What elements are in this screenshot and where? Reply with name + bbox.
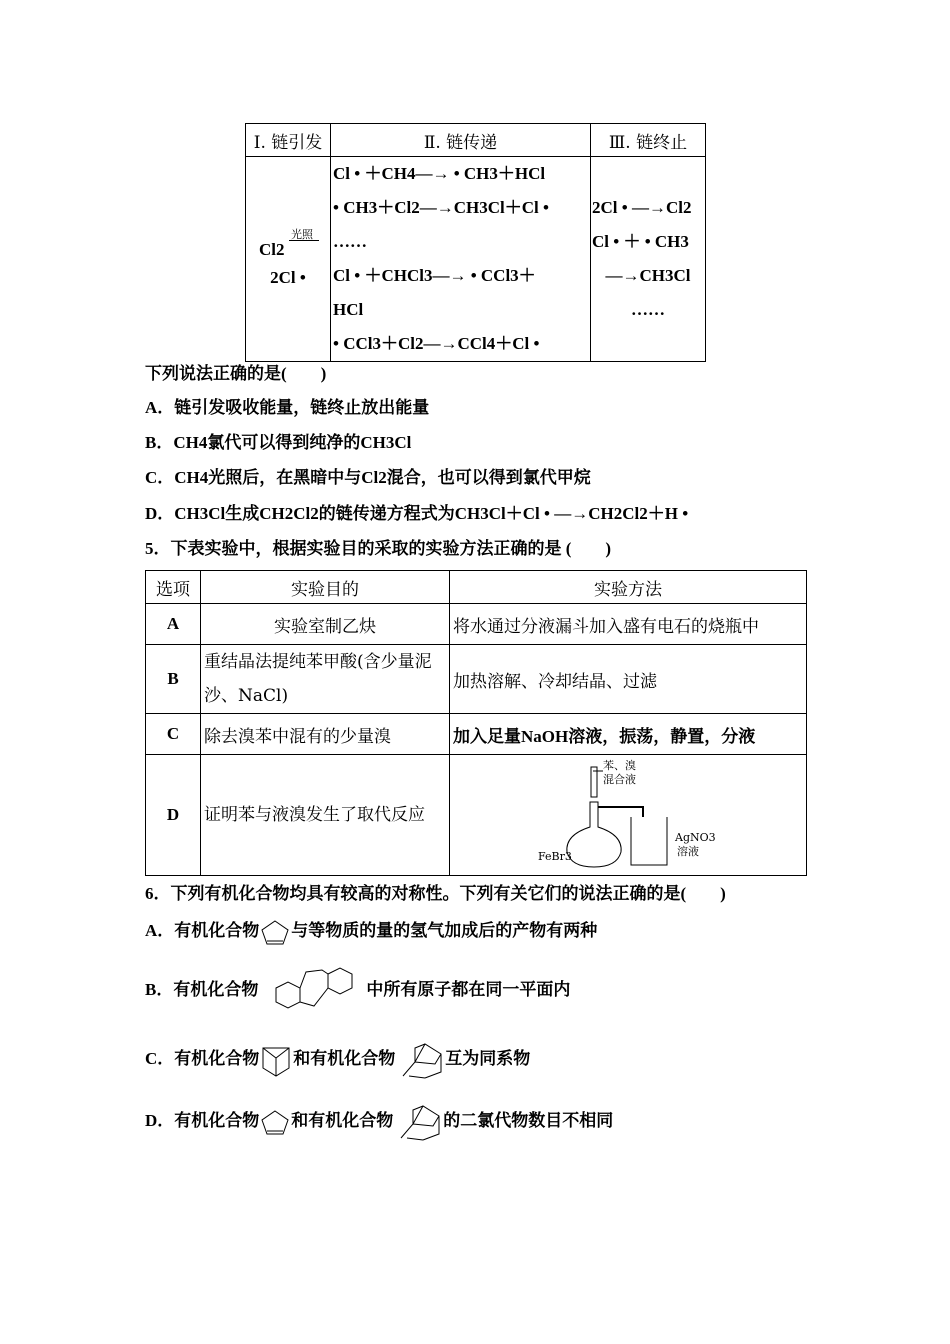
propagation-line: • CCl3＋Cl2―→CCl4＋Cl • — [333, 334, 540, 353]
propagation-line: …… — [333, 232, 367, 251]
cyclopentadiene-icon — [259, 918, 291, 946]
option-text: A．有机化合物 — [145, 920, 260, 940]
q6-option-d — [145, 1102, 613, 1142]
row-option: B — [146, 645, 201, 714]
option-text: D．有机化合物 — [145, 1110, 260, 1130]
propagation-line: • CH3＋Cl2―→CH3Cl＋Cl • — [333, 198, 549, 217]
beaker-icon — [631, 817, 667, 865]
row-purpose: 重结晶法提纯苯甲酸(含少量泥沙、NaCl) — [201, 645, 450, 714]
beaker-label: 溶液 — [677, 845, 699, 858]
q4-option-a: A．链引发吸收能量，链终止放出能量 — [145, 398, 430, 417]
q6-option-b — [145, 960, 570, 1020]
tube-icon — [598, 807, 643, 817]
termination-line: ―→CH3Cl — [605, 266, 691, 285]
funnel-label: 苯、溴 — [603, 759, 636, 772]
row-purpose: 证明苯与液溴发生了取代反应 — [201, 755, 450, 876]
initiation-condition: 光照 — [291, 229, 313, 241]
experiment-table — [145, 570, 807, 876]
catalyst-label: FeBr3 — [538, 850, 572, 863]
header-initiation: Ⅰ. 链引发 — [246, 124, 331, 157]
row-option: C — [146, 714, 201, 755]
header-purpose: 实验目的 — [201, 571, 450, 604]
beaker-label: AgNO3 — [675, 831, 716, 844]
funnel-label: 混合液 — [603, 773, 636, 786]
q6-option-a — [145, 918, 597, 946]
row-method: 加热溶解、冷却结晶、过滤 — [450, 645, 807, 714]
chain-reaction-table — [245, 123, 706, 362]
q4-option-b: B．CH4氯代可以得到纯净的CH3Cl — [145, 433, 412, 452]
termination-line: …… — [631, 300, 665, 319]
option-text: 和有机化合物 — [291, 1110, 394, 1130]
q6-stem: 6．下列有机化合物均具有较高的对称性。下列有关它们的说法正确的是( ) — [145, 884, 726, 903]
row-option: A — [146, 604, 201, 645]
row-option: D — [146, 755, 201, 876]
termination-line: 2Cl • ―→Cl2 — [592, 198, 692, 217]
header-method: 实验方法 — [450, 571, 807, 604]
header-termination: Ⅲ. 链终止 — [591, 124, 706, 157]
arrow-icon — [289, 240, 319, 241]
row-method: 将水通过分液漏斗加入盛有电石的烧瓶中 — [450, 604, 807, 645]
funnel-icon — [591, 767, 603, 797]
option-text: 和有机化合物 — [293, 1048, 396, 1068]
q4-stem: 下列说法正确的是( ) — [145, 364, 327, 383]
option-text: 与等物质的量的氢气加成后的产物有两种 — [291, 920, 598, 940]
apparatus-cell — [450, 755, 807, 876]
adamantane-icon — [395, 1040, 445, 1080]
option-text: C．有机化合物 — [145, 1048, 260, 1068]
q6-option-c — [145, 1040, 530, 1080]
option-text: 中所有原子都在同一平面内 — [366, 980, 571, 999]
termination-line: Cl • ＋ • CH3 — [592, 232, 689, 251]
propagation-line: Cl • ＋CH4―→ • CH3＋HCl — [333, 164, 546, 183]
initiation-reactant: Cl2 — [259, 240, 285, 259]
option-text: 的二氯代物数目不相同 — [443, 1110, 614, 1130]
row-method: 加入足量NaOH溶液，振荡，静置，分液 — [450, 714, 807, 755]
option-text: B．有机化合物 — [145, 980, 259, 999]
q5-stem: 5．下表实验中，根据实验目的采取的实验方法正确的是 ( ) — [145, 539, 612, 558]
dibenzocycloheptene-icon — [258, 960, 366, 1020]
header-propagation: Ⅱ. 链传递 — [331, 124, 591, 157]
row-purpose: 实验室制乙炔 — [201, 604, 450, 645]
q4-option-d: D．CH3Cl生成CH2Cl2的链传递方程式为CH3Cl＋Cl • ―→CH2Cl2＋H • — [145, 504, 689, 523]
q4-option-c: C．CH4光照后，在黑暗中与Cl2混合，也可以得到氯代甲烷 — [145, 468, 591, 487]
initiation-cell — [246, 157, 331, 362]
prismane-icon — [259, 1042, 293, 1078]
row-purpose: 除去溴苯中混有的少量溴 — [201, 714, 450, 755]
adamantane-icon — [393, 1102, 443, 1142]
apparatus-diagram — [535, 757, 735, 872]
cyclopentadiene-icon — [259, 1108, 291, 1136]
initiation-product: 2Cl • — [270, 268, 306, 287]
propagation-cell — [331, 157, 591, 362]
header-option: 选项 — [146, 571, 201, 604]
option-text: 互为同系物 — [445, 1048, 531, 1068]
flask-icon — [567, 802, 621, 867]
propagation-line: HCl — [333, 300, 364, 319]
termination-cell — [591, 157, 706, 362]
propagation-line: Cl • ＋CHCl3―→ • CCl3＋ — [333, 266, 536, 285]
